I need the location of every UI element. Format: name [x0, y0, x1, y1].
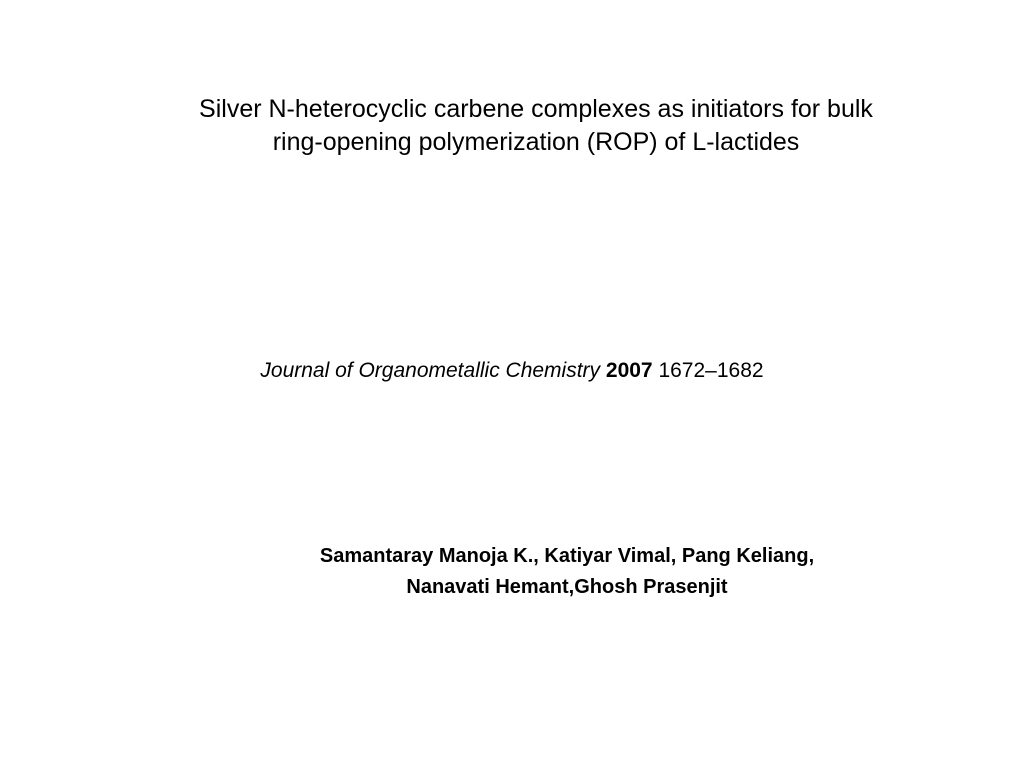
title-line-2: ring-opening polymerization (ROP) of L-lactides [272, 128, 800, 156]
page-range: 1672–1682 [658, 359, 764, 382]
title-line-1: Silver N-heterocyclic carbene complexes as initiators for bulk [199, 95, 873, 123]
authors-line-1: Samantaray Manoja K., Katiyar Vimal, Pang Keliang, [319, 545, 815, 567]
citation [100, 356, 924, 386]
publication-year: 2007 [605, 359, 653, 382]
paper-title [100, 93, 972, 159]
journal-name: Journal of Organometallic Chemistry [260, 359, 601, 382]
author-list [200, 541, 934, 603]
authors-line-2: Nanavati Hemant,Ghosh Prasenjit [406, 576, 728, 598]
